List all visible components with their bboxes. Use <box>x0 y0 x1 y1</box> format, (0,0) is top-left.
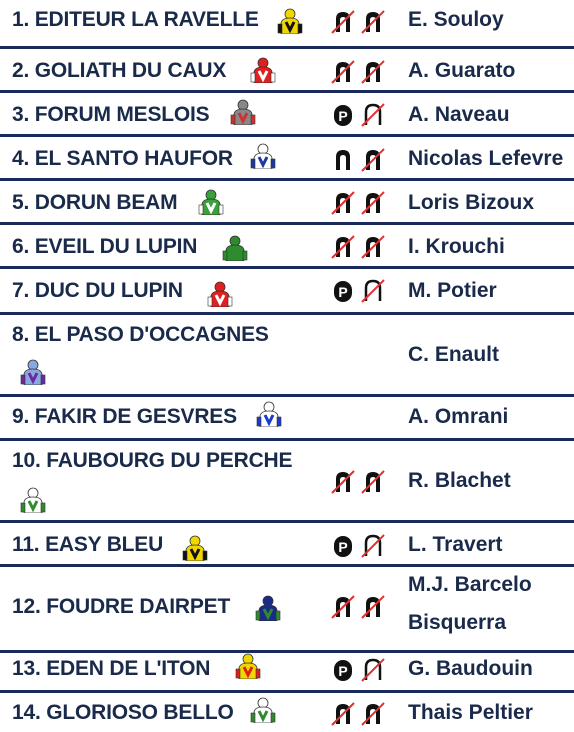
horseshoe-icon <box>360 190 386 216</box>
svg-text:P: P <box>338 108 348 124</box>
horseshoe-icon <box>360 9 386 35</box>
horseshoe-icon <box>330 469 356 495</box>
horseshoe-icon <box>330 9 356 35</box>
shoeing-indicator <box>330 9 388 35</box>
shoeing-indicator <box>330 190 388 216</box>
horseshoe-icon <box>330 147 356 173</box>
shoeing-indicator <box>330 533 388 559</box>
horse-name[interactable]: 6. EVEIL DU LUPIN <box>12 235 198 258</box>
jockey-name[interactable]: E. Souloy <box>408 8 504 31</box>
horse-name[interactable]: 8. EL PASO D'OCCAGNES <box>12 323 269 346</box>
horse-name[interactable]: 1. EDITEUR LA RAVELLE <box>12 8 259 31</box>
horseshoe-icon <box>360 234 386 260</box>
jockey-silk-icon <box>222 235 248 259</box>
jockey-name[interactable]: A. Naveau <box>408 103 510 126</box>
svg-text:P: P <box>338 663 348 679</box>
horseshoe-icon <box>360 147 386 173</box>
horseshoe-icon <box>360 594 386 620</box>
runner-row[interactable] <box>0 222 574 266</box>
horse-name[interactable]: 10. FAUBOURG DU PERCHE <box>12 449 293 472</box>
shoeing-indicator <box>330 147 388 173</box>
svg-text:P: P <box>338 284 348 300</box>
jockey-silk-icon <box>250 57 276 81</box>
jockey-silk-icon <box>230 99 256 123</box>
jockey-silk-icon <box>277 8 303 32</box>
jockey-name[interactable]: M.J. Barcelo <box>408 573 532 596</box>
runner-row[interactable] <box>0 0 574 44</box>
horseshoe-icon <box>360 278 386 304</box>
shoeing-indicator <box>330 594 388 620</box>
horse-name[interactable]: 2. GOLIATH DU CAUX <box>12 59 227 82</box>
horseshoe-icon <box>330 190 356 216</box>
runner-row[interactable] <box>0 46 574 90</box>
jockey-silk-icon <box>182 535 208 559</box>
shoeing-indicator <box>330 59 388 85</box>
shoeing-indicator <box>330 657 388 683</box>
jockey-name[interactable]: Loris Bizoux <box>408 191 535 214</box>
svg-text:P: P <box>338 539 348 555</box>
jockey-silk-icon <box>20 487 46 511</box>
horse-name[interactable]: 12. FOUDRE DAIRPET <box>12 595 231 618</box>
jockey-silk-icon <box>256 401 282 425</box>
horseshoe-icon <box>360 59 386 85</box>
jockey-name[interactable]: A. Omrani <box>408 405 509 428</box>
jockey-name[interactable]: Bisquerra <box>408 611 507 634</box>
plate-shoe-icon <box>330 533 356 559</box>
horseshoe-icon <box>330 234 356 260</box>
horse-name[interactable]: 4. EL SANTO HAUFOR <box>12 147 233 170</box>
jockey-silk-icon <box>207 281 233 305</box>
runner-row[interactable] <box>0 266 574 312</box>
jockey-silk-icon <box>198 189 224 213</box>
jockey-silk-icon <box>250 143 276 167</box>
horseshoe-icon <box>330 594 356 620</box>
jockey-name[interactable]: G. Baudouin <box>408 657 533 680</box>
jockey-name[interactable]: A. Guarato <box>408 59 516 82</box>
jockey-name[interactable]: C. Enault <box>408 343 500 366</box>
jockey-name[interactable]: Nicolas Lefevre <box>408 147 564 170</box>
plate-shoe-icon <box>330 657 356 683</box>
horseshoe-icon <box>360 533 386 559</box>
horse-name[interactable]: 13. EDEN DE L'ITON <box>12 657 211 680</box>
horseshoe-icon <box>360 102 386 128</box>
plate-shoe-icon <box>330 102 356 128</box>
runner-row[interactable] <box>0 438 574 520</box>
shoeing-indicator <box>330 234 388 260</box>
horse-name[interactable]: 11. EASY BLEU <box>12 533 164 556</box>
shoeing-indicator <box>330 469 388 495</box>
jockey-silk-icon <box>250 697 276 721</box>
shoeing-indicator <box>330 278 388 304</box>
plate-shoe-icon <box>330 278 356 304</box>
runner-row[interactable] <box>0 394 574 438</box>
horse-name[interactable]: 9. FAKIR DE GESVRES <box>12 405 237 428</box>
horse-name[interactable]: 3. FORUM MESLOIS <box>12 103 210 126</box>
jockey-silk-icon <box>20 359 46 383</box>
runner-row[interactable] <box>0 178 574 222</box>
runner-row[interactable] <box>0 134 574 178</box>
jockey-silk-icon <box>255 595 281 619</box>
jockey-name[interactable]: I. Krouchi <box>408 235 505 258</box>
jockey-name[interactable]: R. Blachet <box>408 469 511 492</box>
shoeing-indicator <box>330 701 388 727</box>
horseshoe-icon <box>330 701 356 727</box>
jockey-name[interactable]: L. Travert <box>408 533 503 556</box>
shoeing-indicator <box>330 102 388 128</box>
horseshoe-icon <box>360 469 386 495</box>
horseshoe-icon <box>330 59 356 85</box>
jockey-silk-icon <box>235 653 261 677</box>
horse-name[interactable]: 14. GLORIOSO BELLO <box>12 701 234 724</box>
runner-row[interactable] <box>0 520 574 564</box>
runner-row[interactable] <box>0 564 574 650</box>
horseshoe-icon <box>360 701 386 727</box>
runner-row[interactable] <box>0 650 574 694</box>
horseshoe-icon <box>360 657 386 683</box>
jockey-name[interactable]: Thais Peltier <box>408 701 533 724</box>
runner-row[interactable] <box>0 90 574 134</box>
horse-name[interactable]: 7. DUC DU LUPIN <box>12 279 183 302</box>
jockey-name[interactable]: M. Potier <box>408 279 497 302</box>
runner-row[interactable] <box>0 312 574 394</box>
runner-row[interactable] <box>0 690 574 730</box>
horse-name[interactable]: 5. DORUN BEAM <box>12 191 178 214</box>
